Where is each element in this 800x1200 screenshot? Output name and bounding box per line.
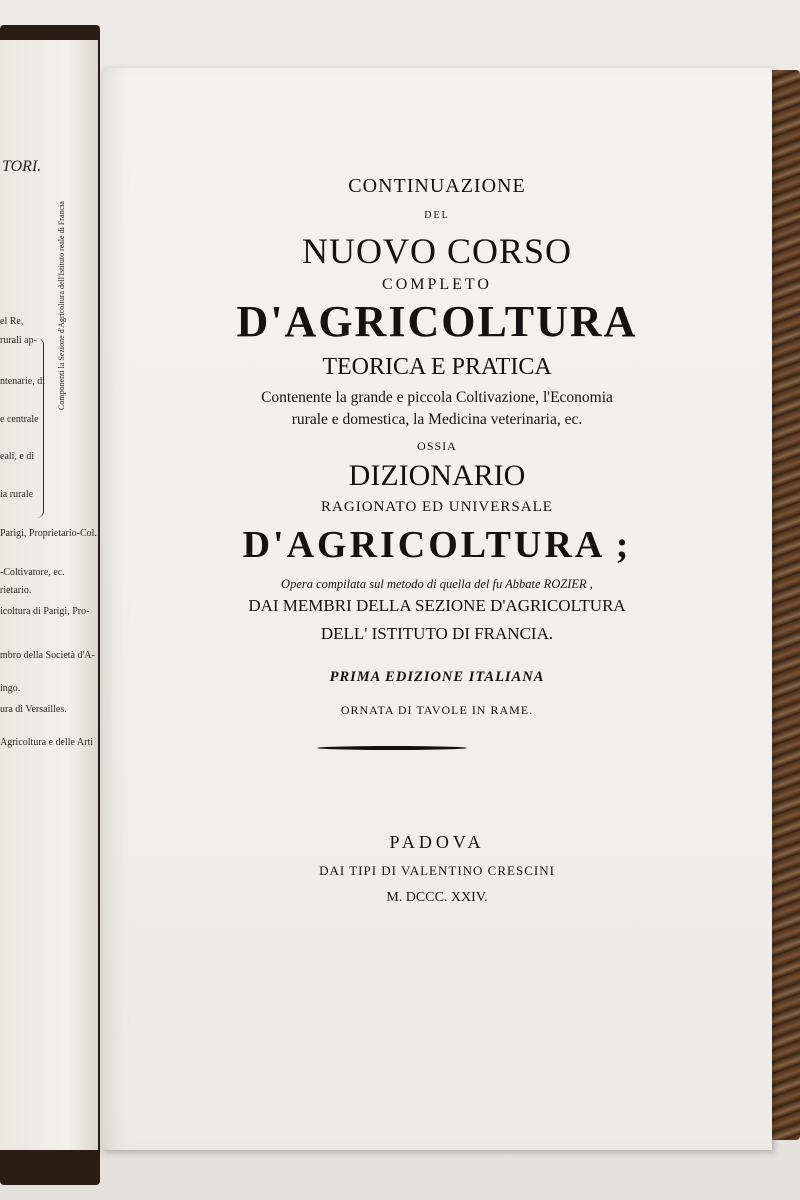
heading-dizionario: DIZIONARIO bbox=[348, 459, 526, 492]
left-page-line: rurali ap- bbox=[0, 335, 37, 346]
heading-continuazione: CONTINUAZIONE bbox=[348, 175, 526, 197]
left-page-line: ia rurale bbox=[0, 489, 34, 500]
heading-agricoltura-2: D'AGRICOLTURA ; bbox=[242, 524, 632, 566]
heading-agricoltura: D'AGRICOLTURA bbox=[236, 297, 638, 346]
heading-nuovo-corso: NUOVO CORSO bbox=[301, 231, 573, 271]
heading-prima-edizione: PRIMA EDIZIONE ITALIANA bbox=[329, 669, 545, 685]
left-page-line: Parigi, Proprietario-Col. bbox=[0, 528, 97, 539]
heading-ragionato: RAGIONATO ED UNIVERSALE bbox=[321, 499, 553, 515]
left-page bbox=[0, 40, 98, 1150]
left-page-line: el Re, bbox=[0, 316, 24, 327]
heading-ossia: OSSIA bbox=[417, 439, 457, 453]
left-page-line: e centrale bbox=[0, 414, 39, 425]
left-page-line: eali, e di bbox=[0, 451, 35, 462]
heading-completo: COMPLETO bbox=[382, 276, 492, 293]
heading-ornata: ORNATA DI TAVOLE IN RAME. bbox=[340, 703, 534, 717]
subtitle-opera-compilata: Opera compilata sul metodo di quella del fu Abbate ROZIER , bbox=[281, 577, 593, 591]
left-page-line: -Coltivatore, ec. bbox=[0, 567, 65, 578]
left-page-line: ingo. bbox=[0, 683, 21, 694]
left-page-line: mbro della Società d'A- bbox=[0, 650, 95, 661]
heading-teorica-e-pratica: TEORICA E PRATICA bbox=[322, 354, 552, 380]
subtitle-contenente-line-2: rurale e domestica, la Medicina veterinaria, ec. bbox=[291, 411, 583, 428]
left-page-line: ura di Versailles. bbox=[0, 704, 67, 715]
imprint-city: PADOVA bbox=[389, 832, 485, 852]
left-page-vertical-note: Componenti la Sezione d'Agricoltura dell'Istituto reale di Francia bbox=[57, 201, 66, 410]
ornamental-rule bbox=[317, 746, 467, 750]
left-page-line: Agricoltura e delle Arti bbox=[0, 737, 94, 748]
title-page bbox=[102, 68, 772, 1150]
left-page-header: TORI. bbox=[2, 158, 42, 175]
left-page-line: ntenarie, di bbox=[0, 376, 45, 387]
left-page-line: icoltura di Parigi, Pro- bbox=[0, 606, 90, 617]
heading-istituto: DELL' ISTITUTO DI FRANCIA. bbox=[320, 624, 554, 643]
imprint-printer: DAI TIPI DI VALENTINO CRESCINI bbox=[319, 863, 555, 878]
heading-del: DEL bbox=[424, 210, 450, 221]
subtitle-contenente-line-1: Contenente la grande e piccola Coltivazione, l'Economia bbox=[261, 389, 613, 406]
left-page-line: rietario. bbox=[0, 585, 32, 596]
imprint-date: M. DCCC. XXIV. bbox=[386, 890, 488, 905]
heading-dai-membri: DAI MEMBRI DELLA SEZIONE D'AGRICOLTURA bbox=[248, 596, 626, 615]
left-page-brace bbox=[37, 338, 44, 518]
